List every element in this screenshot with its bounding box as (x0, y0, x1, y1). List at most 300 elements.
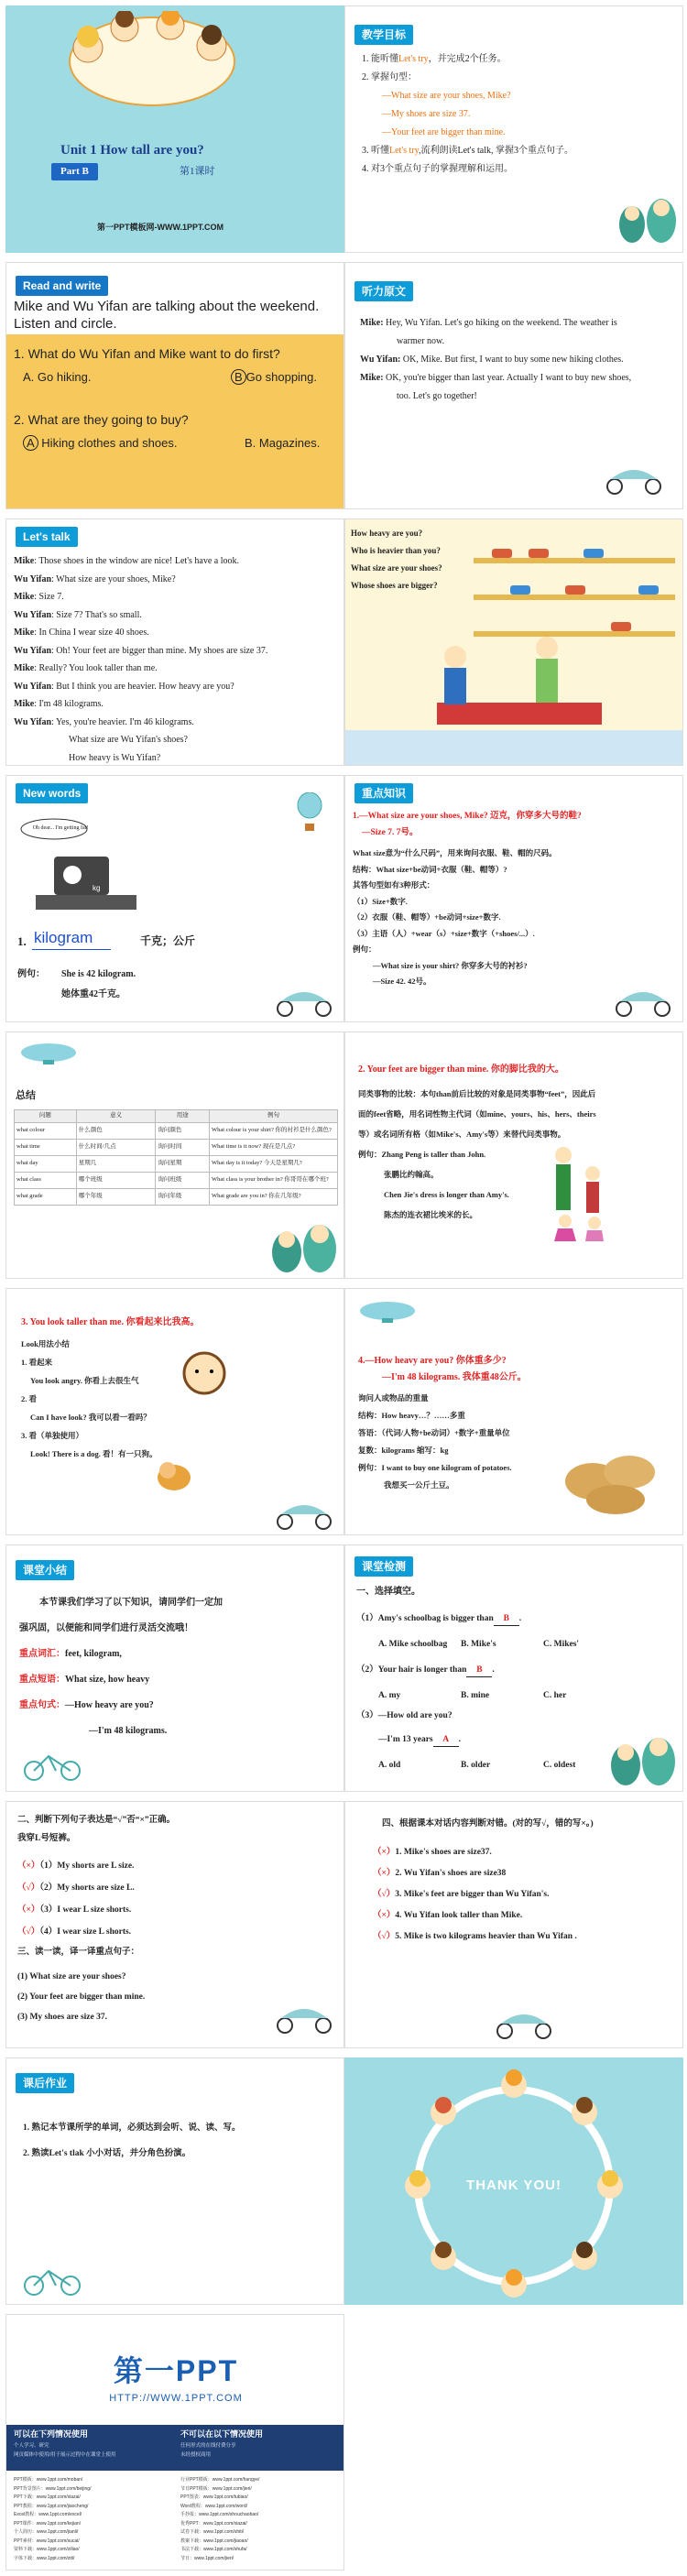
judge-text: （2）My shorts are size L. (39, 1883, 135, 1893)
key-heading-answer: —Size 7. 7号。 (362, 828, 419, 837)
tf-text: 1. Mike's shoes are size37. (395, 1848, 492, 1857)
vocab-word: kilogram (32, 928, 111, 950)
line-text: : Size 7. (34, 592, 64, 602)
objective-item (362, 160, 573, 179)
test-question-3: （3）—How old are you? (356, 1711, 453, 1720)
table-cell: 询问颜色 (156, 1122, 210, 1139)
kids-circle-illustration (60, 11, 244, 112)
word-number: 1. (17, 934, 27, 948)
key-heading: 4.—How heavy are you? 你体重多少? (358, 1356, 507, 1366)
section-badge: 课后作业 (16, 2073, 74, 2093)
slide-true-false (344, 1801, 683, 2048)
scooter-illustration (602, 455, 666, 496)
key-sentence-answer: —I'm 48 kilograms. (89, 1726, 168, 1736)
line-text: How heavy is Wu Yifan? (69, 752, 161, 763)
script-line (360, 351, 635, 369)
objective-highlight: Let's try (389, 146, 419, 156)
question-1: 1. What do Wu Yifan and Mike want to do first? (14, 346, 280, 361)
option: C. her (543, 1691, 567, 1700)
footer-link: 书法下载：www.1ppt.com/shufa/ (180, 2547, 247, 2552)
table-row (15, 1172, 338, 1188)
judge-title: 二、判断下列句子表达是“√”否“×”正确。 (17, 1816, 176, 1825)
table-cell: what class (15, 1172, 77, 1188)
key-heading: 1.—What size are your shoes, Mike? 迈克，你穿多大号的鞋? (353, 812, 582, 821)
speech-bubble: Oh dear... I'm getting fat! (32, 825, 89, 831)
dialogue-line (14, 660, 344, 678)
key-heading-answer: —I'm 48 kilograms. 我体重48公斤。 (382, 1372, 527, 1382)
explanation-line: 我想买一公斤土豆。 (384, 1480, 454, 1490)
slide-key-points-3 (5, 1288, 344, 1535)
section-badge: Read and write (16, 276, 108, 296)
homework-item: 1. 熟记本节课所学的单词，必须达到会听、说、读、写。 (23, 2123, 241, 2133)
explanation-line: 答语：（代词/人物+be动词）+数字+重量单位 (358, 1428, 510, 1437)
dialogue-line (14, 624, 344, 642)
explanation-line: 例句：I want to buy one kilogram of potatoes. (358, 1463, 512, 1472)
question: Who is heavier than you? (351, 546, 441, 555)
footer-link: PPT图表：www.1ppt.com/tubiao/ (180, 2494, 248, 2500)
summary-title: 总结 (16, 1090, 36, 1101)
q2-option-a: A Hiking clothes and shoes. (23, 435, 177, 452)
part-badge: Part B (51, 163, 98, 180)
slide-new-words (5, 775, 344, 1022)
table-row (15, 1139, 338, 1155)
homework-list (23, 2115, 241, 2167)
lesson-label: 第1课时 (180, 166, 215, 177)
objective-item (362, 124, 573, 142)
footer-link: 字体下载：www.1ppt.com/ziti/ (14, 2555, 75, 2561)
speaker: Mike (14, 556, 35, 566)
explanation-line: 例句： (353, 944, 376, 954)
slide-class-summary (5, 1545, 344, 1792)
line-text: : Those shoes in the window are nice! Let's have a look. (34, 556, 239, 566)
tf-text: 2. Wu Yifan's shoes are size38 (395, 1869, 507, 1878)
answer-blank: A (433, 1734, 459, 1747)
tf-mark: （√） (373, 1932, 396, 1941)
test-section-title: 一、选择填空。 (356, 1587, 420, 1597)
question: How heavy are you? (351, 529, 423, 538)
bicycle-illustration (21, 2258, 85, 2298)
objective-highlight: —What size are your shoes, Mike? (382, 91, 511, 101)
explanation-line: 面的feet省略，用名词性物主代词（如mine、yours、his、hers、theirs (358, 1109, 596, 1119)
speaker: Mike (14, 699, 35, 709)
footer-link: PPT教程：www.1ppt.com/jiaocheng/ (14, 2503, 89, 2509)
table-row (15, 1188, 338, 1205)
judge-item (17, 1855, 135, 1877)
explanation-line: 同类事物的比较：本句than前后比较的对象是同类事物“feet”，因此后 (358, 1089, 596, 1098)
circled-answer: B (231, 369, 246, 385)
judge-item (17, 1899, 135, 1921)
slide-read-write (5, 262, 344, 509)
table-cell: 什么颜色 (76, 1122, 156, 1139)
summary-table (14, 1109, 338, 1206)
tf-item (373, 1905, 577, 1927)
q1-option-a: A. Go hiking. (23, 370, 92, 384)
judge-text: （3）I wear L size shorts. (39, 1905, 132, 1915)
key-vocab: 重点词汇：feet, kilogram, (19, 1649, 122, 1659)
matryoshka-dolls-illustration (607, 1725, 681, 1789)
objective-highlight: Let's try (398, 54, 429, 64)
girl-illustration (177, 1346, 232, 1401)
slide-class-test (344, 1545, 683, 1792)
summary-intro-2: 强巩固，以便能和同学们进行灵活交流哦！ (19, 1623, 193, 1633)
table-cell: what time (15, 1139, 77, 1155)
usage-line: 1. 看起来 (21, 1358, 53, 1367)
hot-air-balloon-icon (296, 792, 323, 833)
objective-item (362, 69, 573, 87)
line-text: Hey, Wu Yifan. Let's go hiking on the weekend. The weather is warmer now. (386, 318, 617, 346)
judge-text: （4）I wear size L shorts. (39, 1927, 132, 1937)
tf-mark: （×） (373, 1848, 396, 1857)
links-right (180, 2476, 259, 2563)
explanation-line: 例句：Zhang Peng is taller than John. (358, 1150, 486, 1159)
option: A. old (378, 1761, 401, 1770)
scooter-illustration (272, 977, 336, 1018)
slide-thank-you (344, 2058, 683, 2305)
objective-highlight: —My shoes are size 37. (382, 109, 471, 119)
footer-link: Word教程：www.1ppt.com/word/ (180, 2503, 247, 2509)
question-2: 2. What are they going to buy? (14, 412, 189, 427)
key-explanation (353, 846, 557, 990)
tf-item (373, 1927, 577, 1948)
slide-key-points-2 (344, 1031, 683, 1279)
test-question-3b: —I'm 13 years A . (378, 1734, 461, 1747)
dialogue-line (14, 678, 344, 696)
dialogue (14, 552, 344, 766)
summary-intro-1: 本节课我们学习了以下知识，请同学们一定加 (39, 1598, 223, 1608)
table-cell: 询问时间 (156, 1139, 210, 1155)
explanation-line: 结构：How heavy…？……多重 (358, 1411, 465, 1420)
scooter-illustration (272, 1490, 336, 1531)
usage-line: Look用法小结 (21, 1339, 70, 1348)
translate-item: (1) What size are your shoes? (17, 1972, 126, 1981)
footer-link: 试卷下载：www.1ppt.com/shiti/ (180, 2529, 245, 2535)
example-label: 例句： (17, 969, 45, 979)
speaker: Wu Yifan (14, 645, 52, 656)
answer-blank: B (466, 1665, 492, 1677)
objective-text: ,流利朗读Let's talk, 掌握3个重点句子。 (418, 146, 573, 156)
blimp-icon (19, 1042, 83, 1065)
slide-shoe-shop (344, 518, 683, 766)
tf-mark: （×） (373, 1911, 396, 1920)
speaker: Wu Yifan (14, 681, 52, 692)
speaker: Mike (14, 628, 35, 638)
vocab-meaning: 千克；公斤 (140, 934, 196, 947)
table-header: 意义 (76, 1110, 156, 1123)
table-header: 问题 (15, 1110, 77, 1123)
disallowed-2: 未经授权商用 (180, 2452, 212, 2458)
option: C. Mikes' (543, 1640, 580, 1649)
scooter-illustration (611, 977, 675, 1018)
footer-link: Excel教程：www.1ppt.com/excel/ (14, 2512, 82, 2517)
line-text: : Really? You look taller than me. (34, 663, 158, 673)
dialogue-line (14, 695, 344, 714)
usage-line: 3. 看（单独使用） (21, 1431, 84, 1440)
tf-text: 4. Wu Yifan look taller than Mike. (395, 1911, 523, 1920)
table-row (15, 1155, 338, 1172)
tf-mark: （√） (373, 1890, 396, 1899)
speaker: Mike: (360, 318, 387, 328)
table-cell: 哪个班级 (76, 1172, 156, 1188)
option: A. my (378, 1691, 401, 1700)
explanation-line: 陈杰的连衣裙比埃米的长。 (384, 1210, 478, 1219)
brand-url: HTTP://WWW.1PPT.COM (109, 2393, 243, 2404)
question: Whose shoes are bigger? (351, 581, 438, 590)
option: A. Mike schoolbag (378, 1640, 448, 1649)
question: What size are your shoes? (351, 563, 442, 573)
section-badge: 听力原文 (354, 281, 413, 301)
option: B. Mike's (461, 1640, 496, 1649)
explanation-line: 询问人或物品的重量 (358, 1393, 429, 1403)
dialogue-line (14, 749, 344, 767)
footer-link: PPT素材：www.1ppt.com/sucai/ (14, 2538, 80, 2544)
tf-text: 3. Mike's feet are bigger than Wu Yifan's. (395, 1890, 550, 1899)
dialogue-line (14, 714, 344, 732)
table-cell: 哪个年级 (76, 1188, 156, 1205)
explanation-line: 其答句型如有3种形式： (353, 880, 435, 890)
scooter-illustration (492, 2000, 556, 2040)
homework-item: 2. 熟读Let's tlak 小小对话，并分角色扮演。 (23, 2149, 191, 2158)
translate-title: 三、读一读，译一译重点句子： (17, 1948, 140, 1957)
usage-line: 2. 看 (21, 1394, 38, 1403)
key-explanation (358, 1390, 512, 1494)
footer-link: 教案下载：www.1ppt.com/jiaoan/ (180, 2538, 248, 2544)
explanation-line: —What size is your shirt? 你穿多大号的衬衫? (373, 960, 528, 970)
speaker: Mike (14, 592, 35, 602)
line-text: : In China I wear size 40 shoes. (34, 628, 149, 638)
explanation-line: 张鹏比约翰高。 (384, 1170, 439, 1179)
usage-line: Can I have look? 我可以看一看吗？ (30, 1413, 151, 1422)
speaker: Wu Yifan: (360, 355, 403, 365)
line-text: OK, you're bigger than last year. Actually I want to buy new shoes, too. Let's go together! (386, 373, 632, 401)
scooter-illustration (272, 1994, 336, 2035)
footer-link: PPT模板：www.1ppt.com/moban/ (14, 2477, 83, 2483)
objective-text: ，并完成2个任务。 (428, 54, 507, 64)
q1-option-b: B Go shopping. (231, 369, 317, 386)
table-cell: 询问班级 (156, 1172, 210, 1188)
matryoshka-dolls-illustration (616, 190, 680, 245)
example-cn: 她体重42千克。 (61, 989, 125, 999)
option: B. mine (461, 1691, 490, 1700)
shoe-shop-illustration (345, 519, 683, 766)
table-cell: 什么时间/几点 (76, 1139, 156, 1155)
objective-text: 4. 对3个重点句子的掌握理解和运用。 (362, 164, 513, 174)
script-line (360, 314, 635, 351)
footer-link: 行业PPT模板：www.1ppt.com/hangye/ (180, 2477, 260, 2483)
speaker: Wu Yifan (14, 716, 52, 727)
dialogue-line (14, 606, 344, 625)
table-cell: What colour is your shirt? 你的衬衫是什么颜色? (210, 1122, 338, 1139)
slide-lets-talk (5, 518, 344, 766)
footer-link: PPT下载：www.1ppt.com/xiazai/ (14, 2494, 81, 2500)
line-text: : Oh! Your feet are bigger than mine. My shoes are size 37. (51, 645, 268, 656)
true-false-title: 四、根据课本对话内容判断对错。(对的写√，错的写×。) (382, 1819, 594, 1828)
line-text: : What size are your shoes, Mike? (51, 573, 176, 584)
key-phrases: 重点短语：What size, how heavy (19, 1675, 150, 1685)
section-badge: 课堂小结 (16, 1560, 74, 1580)
footer-link: 手抄报：www.1ppt.com/shouchaobao/ (180, 2512, 259, 2517)
speaker: Mike: (360, 373, 387, 383)
slide-summary-table (5, 1031, 344, 1279)
potatoes-illustration (556, 1435, 666, 1518)
section-badge: Let's talk (16, 527, 78, 547)
explanation-line: （3）主语（人）+wear（s）+size+数字（+shoes/...）. (353, 928, 535, 938)
blimp-icon (358, 1300, 422, 1324)
dog-illustration (151, 1454, 197, 1494)
allowed-2: 网页媒体中使用/用于展示过程中在课堂上使用 (14, 2452, 116, 2458)
speaker: Mike (14, 663, 35, 673)
line-text: : Yes, you're heavier. I'm 46 kilograms. (51, 716, 194, 727)
explanation-line: （2）衣服（鞋、帽等）+be动词+size+数字. (353, 912, 501, 922)
table-cell: What grade are you in? 你在几年级? (210, 1188, 338, 1205)
unit-title: Unit 1 How tall are you? (60, 143, 204, 158)
objective-item (362, 50, 573, 69)
links-left (14, 2476, 91, 2563)
option: C. oldest (543, 1761, 576, 1770)
footer-panel (5, 2314, 344, 2571)
key-heading: 3. You look taller than me. 你看起来比我高。 (21, 1317, 200, 1327)
table-cell: 询问星期 (156, 1155, 210, 1172)
key-heading: 2. Your feet are bigger than mine. 你的脚比我的大。 (358, 1064, 564, 1075)
explanation-line: What size意为“什么尺码”，用来询问衣服、鞋、帽的尺码。 (353, 848, 557, 857)
judge-text: （1）My shorts are L size. (39, 1861, 135, 1871)
table-header: 例句 (210, 1110, 338, 1123)
example-en: She is 42 kilogram. (61, 969, 136, 979)
footer-link: PPT课件：www.1ppt.com/kejian/ (14, 2520, 82, 2527)
line-text: : Size 7? That's so small. (51, 609, 142, 620)
test-options-1 (378, 1639, 626, 1651)
read-write-intro: Mike and Wu Yifan are talking about the weekend. Listen and circle. (14, 299, 320, 332)
objective-item (362, 87, 573, 105)
table-cell: what grade (15, 1188, 77, 1205)
option: B. older (461, 1761, 491, 1770)
circled-answer: A (23, 435, 38, 451)
slide-homework (5, 2058, 344, 2305)
test-options-2 (378, 1690, 626, 1702)
table-cell: What time is it now? 现在是几点? (210, 1139, 338, 1155)
dialogue-line (14, 588, 344, 606)
key-sentences: 重点句式：—How heavy are you? (19, 1700, 154, 1710)
slide-title (5, 5, 344, 253)
table-row (15, 1122, 338, 1139)
translate-list (17, 1967, 145, 2027)
script-line (360, 369, 635, 406)
explanation-line: 结构：What size+be动词+衣服（鞋、帽等）? (353, 864, 507, 874)
slide-listening-script (344, 262, 683, 509)
objective-highlight: —Your feet are bigger than mine. (382, 127, 506, 137)
allowed-title: 可以在下列情况使用 (14, 2429, 89, 2439)
judge-list (17, 1855, 135, 1943)
speaker: Wu Yifan (14, 609, 52, 620)
footer-link: 节日：www.1ppt.com/jieri/ (180, 2555, 234, 2561)
objective-text: 2. 掌握句型： (362, 72, 417, 82)
explanation-line: Chen Jie's dress is longer than Amy's. (384, 1190, 509, 1199)
explanation-line: —Size 42. 42号。 (373, 977, 431, 986)
usage-line: Look! There is a dog. 看！有一只狗。 (30, 1449, 158, 1458)
objective-text: 3. 听懂 (362, 146, 389, 156)
table-cell: 询问年级 (156, 1188, 210, 1205)
test-question-2: （2）Your hair is longer than B . (356, 1665, 495, 1677)
slide-key-points-4 (344, 1288, 683, 1535)
judge-item (17, 1877, 135, 1899)
thank-you-text: THANK YOU! (466, 2178, 562, 2193)
line-text: OK, Mike. But first, I want to buy some new hiking clothes. (402, 355, 624, 365)
look-usage (21, 1335, 158, 1463)
judge-mark: （×） (17, 1905, 40, 1915)
judge-prompt: 我穿L号短裤。 (17, 1834, 76, 1843)
objective-item (362, 105, 573, 124)
slide-objectives (344, 5, 683, 253)
objectives-list (362, 50, 573, 179)
tf-item (373, 1842, 577, 1863)
slide-key-points-1 (344, 775, 683, 1022)
tf-mark: （×） (373, 1869, 396, 1878)
answer-blank: B (494, 1613, 519, 1626)
footer-link: PPT背景图片：www.1ppt.com/beijing/ (14, 2485, 92, 2492)
bicycle-illustration (21, 1743, 85, 1784)
section-badge: 重点知识 (354, 783, 413, 803)
explanation-line: 等）或名词所有格（如Mike's、Amy's等）来替代问类事物。 (358, 1130, 566, 1139)
table-cell: 星期几 (76, 1155, 156, 1172)
judge-mark: （×） (17, 1861, 40, 1871)
brand-logo: 第一PPT (113, 2354, 239, 2387)
slide-judge-translate (5, 1801, 344, 2048)
scale-unit: kg (93, 884, 101, 892)
section-badge: 课堂检测 (354, 1556, 413, 1577)
translate-item: (3) My shoes are size 37. (17, 2013, 107, 2022)
table-cell: what colour (15, 1122, 77, 1139)
judge-mark: （√） (17, 1883, 40, 1893)
footer-link: 个人简历：www.1ppt.com/jianli/ (14, 2529, 79, 2535)
kids-height-illustration (547, 1142, 611, 1243)
table-cell: what day (15, 1155, 77, 1172)
allowed-1: 个人学习、研究 (14, 2443, 49, 2449)
disallowed-1: 任何形式的在线付费分享 (180, 2443, 236, 2449)
tf-item (373, 1863, 577, 1884)
table-cell: What day is it today? 今天是星期几? (210, 1155, 338, 1172)
dialogue-line (14, 571, 344, 589)
section-badge: New words (16, 783, 88, 803)
disallowed-title: 不可以在以下情况使用 (180, 2429, 264, 2439)
speaker: Wu Yifan (14, 573, 52, 584)
test-question-1: （1）Amy's schoolbag is bigger than B . (356, 1613, 521, 1626)
judge-mark: （√） (17, 1927, 40, 1937)
watermark-text: 第一PPT模板网-WWW.1PPT.COM (97, 223, 224, 232)
matryoshka-dolls-illustration (268, 1212, 342, 1276)
line-text: : But I think you are heavier. How heavy are you? (51, 681, 234, 692)
dialogue-line (14, 642, 344, 660)
footer-link: 优秀PPT：www.1ppt.com/xiazai/ (180, 2520, 247, 2527)
objective-item (362, 142, 573, 160)
usage-line: You look angry. 你看上去很生气 (30, 1376, 139, 1385)
q2-option-b: B. Magazines. (245, 436, 321, 450)
line-text: : I'm 48 kilograms. (34, 699, 104, 709)
explanation-line: 复数：kilograms 缩写：kg (358, 1446, 449, 1455)
true-false-list (373, 1842, 577, 1948)
footer-link: 节日PPT模板：www.1ppt.com/jieri/ (180, 2485, 252, 2492)
test-options-3 (378, 1760, 626, 1772)
tf-item (373, 1884, 577, 1905)
table-header: 用途 (156, 1110, 210, 1123)
section-badge: 教学目标 (354, 25, 413, 45)
footer-link: 资料下载：www.1ppt.com/ziliao/ (14, 2547, 80, 2552)
objective-text: 1. 能听懂 (362, 54, 398, 64)
line-text: What size are Wu Yifan's shoes? (69, 735, 188, 745)
explanation-line: （1）Size+数字. (353, 896, 408, 906)
dialogue-line (14, 552, 344, 571)
tf-text: 5. Mike is two kilograms heavier than Wu Yifan . (395, 1932, 577, 1941)
translate-item: (2) Your feet are bigger than mine. (17, 1992, 146, 2002)
judge-item (17, 1921, 135, 1943)
